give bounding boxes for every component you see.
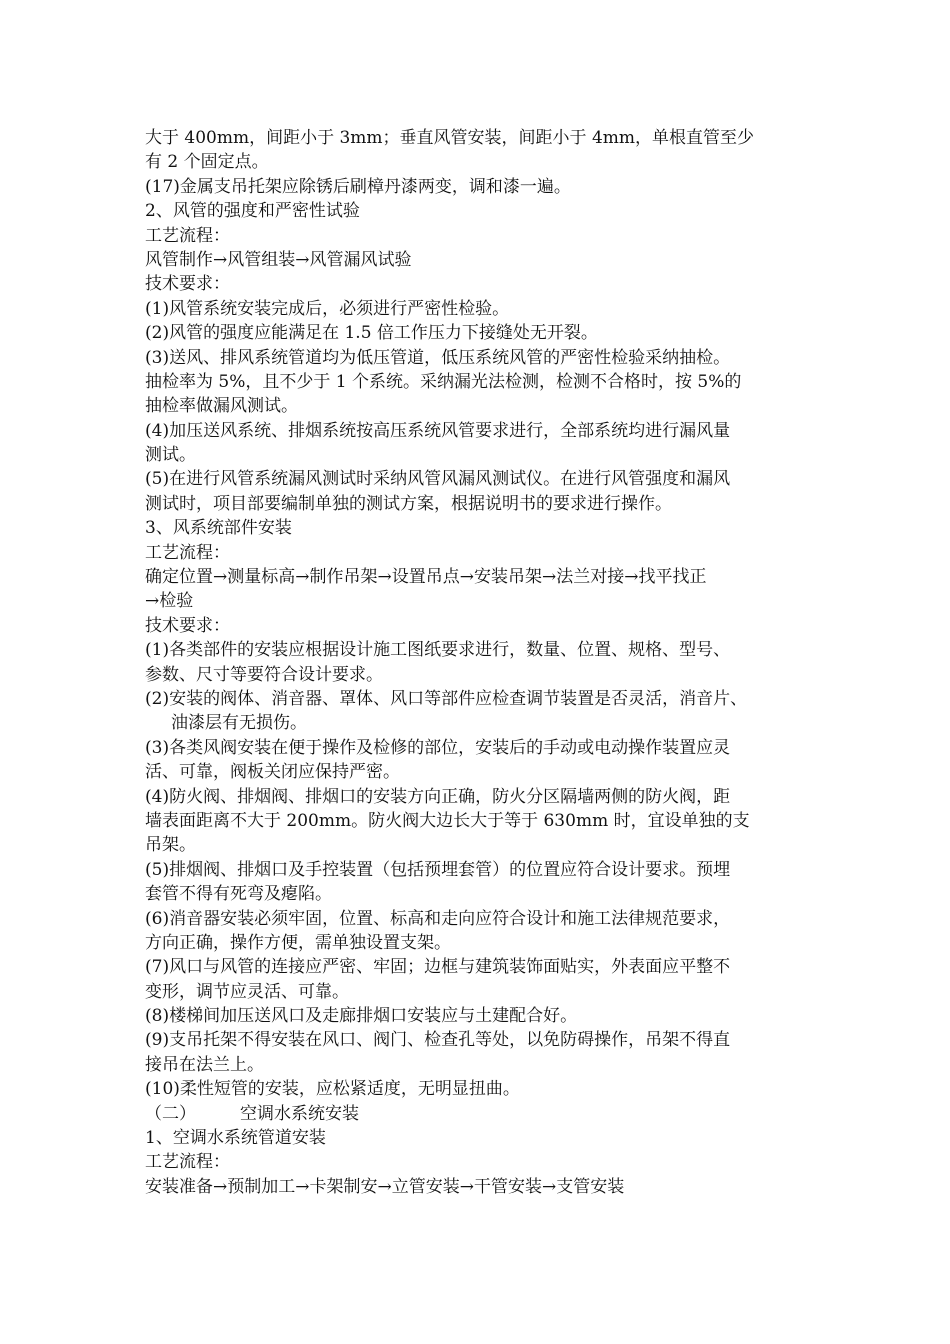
text-line: (3)各类风阀安装在便于操作及检修的部位，安装后的手动或电动操作装置应灵	[145, 737, 731, 758]
text-line: 变形，调节应灵活、可靠。	[145, 981, 349, 1002]
text-line: 接吊在法兰上。	[145, 1054, 264, 1075]
text-line: (2)风管的强度应能满足在 1.5 倍工作压力下接缝处无开裂。	[145, 323, 598, 344]
text-line: (6)消音器安装必须牢固，位置、标高和走向应符合设计和施工法律规范要求，	[145, 908, 731, 929]
text-line: (8)楼梯间加压送风口及走廊排烟口安装应与土建配合好。	[145, 1006, 578, 1027]
text-line: 参数、尺寸等要符合设计要求。	[145, 664, 383, 685]
text-line: 风管制作→风管组装→风管漏风试验	[145, 249, 412, 270]
text-line: 技术要求：	[145, 615, 230, 636]
text-line: →检验	[145, 591, 194, 612]
text-line: 墙表面距离不大于 200mm。防火阀大边长大于等于 630mm 时，宜设单独的支	[145, 810, 750, 831]
paragraph-block-after	[145, 1126, 835, 1199]
text-line: 工艺流程：	[145, 225, 230, 246]
text-line: 安装准备→预制加工→卡架制安→立管安装→干管安装→支管安装	[145, 1176, 625, 1197]
text-line: 2、风管的强度和严密性试验	[145, 201, 360, 222]
document-body	[145, 126, 835, 1199]
text-line: 工艺流程：	[145, 1152, 230, 1173]
text-line: (4)加压送风系统、排烟系统按高压系统风管要求进行，全部系统均进行漏风量	[145, 420, 731, 441]
text-line: (1)风管系统安装完成后，必须进行严密性检验。	[145, 298, 510, 319]
text-line: (1)各类部件的安装应根据设计施工图纸要求进行，数量、位置、规格、型号、	[145, 640, 731, 661]
text-line: (2)安装的阀体、消音器、罩体、风口等部件应检查调节装置是否灵活，消音片、	[145, 688, 748, 709]
paragraph-block	[145, 126, 835, 1102]
text-line: 活、可靠，阀板关闭应保持严密。	[145, 762, 400, 783]
text-line: (5)在进行风管系统漏风测试时采纳风管风漏风测试仪。在进行风管强度和漏风	[145, 469, 731, 490]
text-line: 大于 400mm，间距小于 3mm；垂直风管安装，间距小于 4mm，单根直管至少	[145, 128, 755, 148]
text-line: (9)支吊托架不得安装在风口、阀门、检查孔等处，以免防碍操作，吊架不得直	[145, 1030, 731, 1051]
text-line: 油漆层有无损伤。	[171, 713, 307, 734]
text-line: (4)防火阀、排烟阀、排烟口的安装方向正确，防火分区隔墙两侧的防火阀，距	[145, 786, 731, 807]
text-line: 方向正确，操作方便，需单独设置支架。	[145, 932, 451, 953]
text-line: (3)送风、排风系统管道均为低压管道，低压系统风管的严密性检验采纳抽检。	[145, 347, 731, 368]
section-title: 空调水系统安装	[240, 1103, 359, 1124]
text-line: 套管不得有死弯及瘪陷。	[145, 884, 332, 905]
text-line: 抽检率为 5%，且不少于 1 个系统。采纳漏光法检测，检测不合格时，按 5%的	[145, 371, 742, 392]
text-line: (17)金属支吊托架应除锈后刷樟丹漆两变，调和漆一遍。	[145, 176, 571, 197]
text-line: 有 2 个固定点。	[145, 152, 269, 173]
section-number: （二）	[145, 1103, 196, 1124]
text-line: 工艺流程：	[145, 542, 230, 563]
text-line: 3、风系统部件安装	[145, 518, 292, 539]
text-line: (7)风口与风管的连接应严密、牢固；边框与建筑装饰面贴实，外表面应平整不	[145, 957, 731, 978]
text-line: 确定位置→测量标高→制作吊架→设置吊点→安装吊架→法兰对接→找平找正	[145, 567, 707, 588]
text-line: 测试时，项目部要编制单独的测试方案，根据说明书的要求进行操作。	[145, 493, 672, 514]
text-line: 吊架。	[145, 835, 196, 856]
text-line: 抽检率做漏风测试。	[145, 396, 298, 417]
text-line: 测试。	[145, 445, 196, 466]
section-heading	[145, 1102, 835, 1126]
text-line: (10)柔性短管的安装，应松紧适度，无明显扭曲。	[145, 1079, 520, 1100]
text-line: (5)排烟阀、排烟口及手控装置（包括预埋套管）的位置应符合设计要求。预埋	[145, 859, 731, 880]
text-line: 技术要求：	[145, 274, 230, 295]
text-line: 1、空调水系统管道安装	[145, 1128, 326, 1149]
